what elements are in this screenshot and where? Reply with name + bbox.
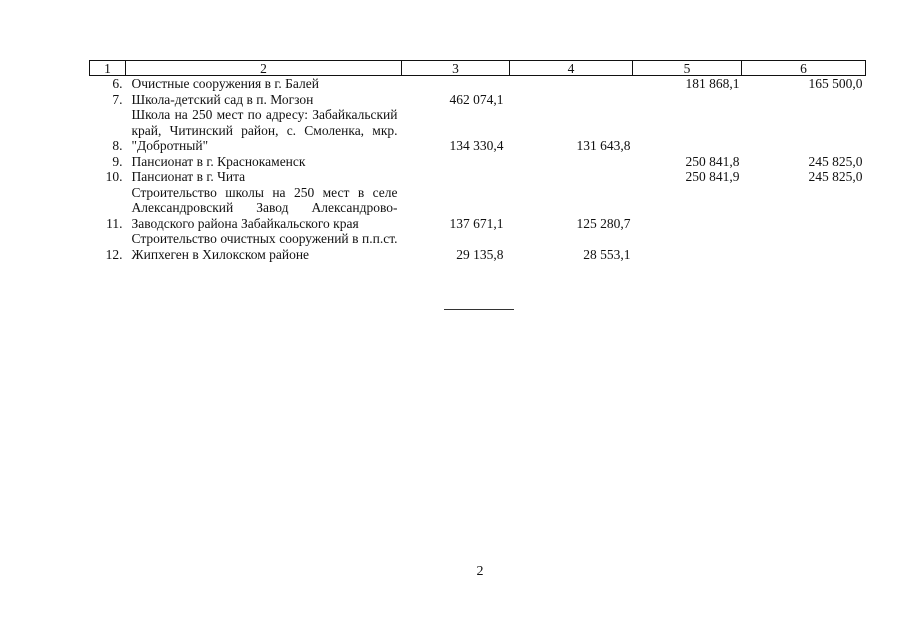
object-name: Пансионат в г. Чита: [131, 169, 246, 184]
object-name: Школа на 250 мест по адресу: Забайкальский край, Читинский район, с. Смоленка, мкр. "Добротный": [131, 107, 398, 153]
value-col-6: [742, 107, 866, 154]
value-col-6: [742, 231, 866, 262]
value-col-3: 462 074,1: [449, 91, 504, 107]
header-col-3: 3: [402, 61, 510, 76]
value-col-4: [510, 76, 633, 92]
table-row: [90, 107, 866, 154]
table-row: [90, 169, 866, 185]
value-col-5: [633, 107, 742, 154]
value-col-3: [402, 169, 510, 185]
value-col-6: 165 500,0: [808, 76, 863, 91]
value-col-3: 137 671,1: [449, 215, 504, 231]
investment-table: [89, 60, 866, 262]
value-col-6: [742, 92, 866, 108]
separator-line: [444, 309, 514, 310]
table-row: [90, 154, 866, 170]
value-col-5: [633, 185, 742, 232]
page-number: 2: [476, 564, 484, 579]
value-col-4: 125 280,7: [576, 215, 631, 231]
header-col-5: 5: [633, 61, 742, 76]
value-col-5: [633, 92, 742, 108]
object-name: Школа-детский сад в п. Могзон: [131, 91, 314, 107]
table-body: [90, 76, 866, 263]
value-col-5: 250 841,9: [685, 169, 740, 184]
row-number: 12.: [105, 246, 123, 262]
row-number: 8.: [112, 138, 123, 153]
table-row: [90, 185, 866, 232]
value-col-4: [510, 92, 633, 108]
value-col-6: [742, 185, 866, 232]
value-col-5: [633, 231, 742, 262]
header-col-4: 4: [510, 61, 633, 76]
header-col-6: 6: [742, 61, 866, 76]
table-row: [90, 231, 866, 262]
value-col-4: [510, 154, 633, 170]
object-name: Строительство школы на 250 мест в селе Александровский Завод Александрово-Заводского района Забайкальского края: [131, 184, 398, 231]
table-row: [90, 76, 866, 92]
table-row: [90, 92, 866, 108]
value-col-4: [510, 169, 633, 185]
value-col-3: 134 330,4: [449, 138, 504, 153]
value-col-4: 28 553,1: [583, 246, 631, 262]
value-col-3: 29 135,8: [456, 246, 504, 262]
object-name: Пансионат в г. Краснокаменск: [131, 153, 306, 169]
row-number: 7.: [112, 91, 123, 107]
value-col-4: 131 643,8: [576, 138, 631, 153]
header-col-1: 1: [90, 61, 126, 76]
table-header: [90, 61, 866, 76]
value-col-5: 250 841,8: [685, 153, 740, 169]
object-name: Строительство очистных сооружений в п.п.ст. Жипхеген в Хилокском районе: [131, 231, 398, 262]
value-col-3: [402, 154, 510, 170]
value-col-6: 245 825,0: [808, 153, 863, 169]
value-col-5: 181 868,1: [685, 76, 740, 91]
object-name: Очистные сооружения в г. Балей: [131, 76, 319, 91]
value-col-6: 245 825,0: [808, 169, 863, 184]
value-col-3: [402, 76, 510, 92]
row-number: 6.: [112, 76, 123, 91]
row-number: 11.: [106, 215, 123, 231]
row-number: 10.: [105, 169, 123, 184]
row-number: 9.: [112, 153, 123, 169]
header-col-2: 2: [126, 61, 402, 76]
